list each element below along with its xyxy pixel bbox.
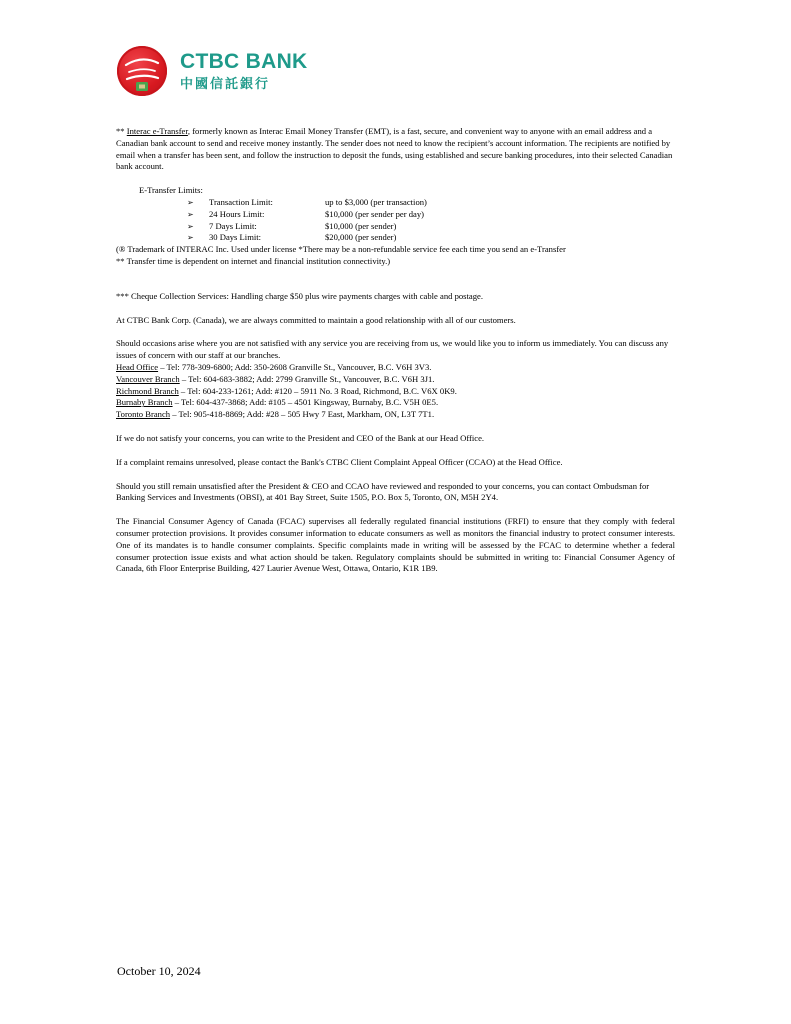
bank-name-en: CTBC BANK bbox=[180, 50, 308, 73]
branch-item bbox=[116, 362, 675, 374]
emt-body: , formerly known as Interac Email Money Transfer (EMT), is a fast, secure, and convenient way to anyone with an email address and a Canadian bank account to send and receive money instantly. The sender does not need to know the recipient’s account information. The recipients are notified by email when a transfer has been sent, and follow the instruction to deposit the funds, using established and secure banking procedures, into their selected Canadian bank account. bbox=[116, 126, 673, 172]
arrow-bullet-icon: ➢ bbox=[187, 221, 194, 231]
arrow-bullet-icon: ➢ bbox=[187, 209, 194, 219]
limit-value: $10,000 (per sender) bbox=[325, 220, 397, 231]
emt-paragraph bbox=[116, 126, 675, 173]
document-body bbox=[116, 126, 675, 575]
limit-label: 30 Days Limit: bbox=[209, 232, 262, 243]
bank-name-zh: 中國信託銀行 bbox=[180, 77, 271, 92]
branch-name: Vancouver Branch bbox=[116, 373, 180, 384]
limit-row bbox=[139, 209, 675, 221]
branch-detail: – Tel: 905-418-8869; Add: #28 – 505 Hwy 7 East, Markham, ON, L3T 7T1. bbox=[170, 409, 435, 420]
branch-item bbox=[116, 397, 675, 409]
interac-etransfer-link[interactable]: Interac e-Transfer bbox=[126, 126, 188, 136]
branch-detail: – Tel: 604-437-3868; Add: #105 – 4501 Kingsway, Burnaby, B.C. V5H 0E5. bbox=[172, 397, 439, 408]
we-are-family-seal bbox=[117, 46, 167, 96]
cheque-collection-paragraph: *** Cheque Collection Services: Handling charge $50 plus wire payments charges with cable and postage. bbox=[116, 290, 483, 301]
branch-name: Burnaby Branch bbox=[116, 397, 173, 408]
etransfer-limits bbox=[116, 185, 675, 244]
limits-title: E-Transfer Limits: bbox=[139, 185, 203, 196]
arrow-bullet-icon: ➢ bbox=[187, 197, 194, 207]
president-paragraph: If we do not satisfy your concerns, you can write to the President and CEO of the Bank at our Head Office. bbox=[116, 432, 485, 443]
fcac-paragraph: The Financial Consumer Agency of Canada (FCAC) supervises all federally regulated financial institutions (FRFI) to ensure that they comply with federal consumer protection provisions. It provides consumer information to educate consumers as well as monitors the financial industry to protect consumer interests. One of its mandates is to handle consumer complaints. Specific complaints made in writing will be assessed by the FCAC to determine whether a federal consumer protection issue exists and what action should be taken. Regulatory complaints should be submitted in writing to: Financial Consumer Agency of Canada, 6th Floor Enterprise Building, 427 Laurier Avenue West, Ottawa, Ontario, K1R 1B9. bbox=[116, 516, 675, 574]
branch-item bbox=[116, 409, 675, 421]
limit-row bbox=[139, 221, 675, 233]
footer-date: October 10, 2024 bbox=[117, 964, 201, 978]
limit-row bbox=[139, 197, 675, 209]
limit-label: 7 Days Limit: bbox=[209, 220, 257, 231]
branch-name: Richmond Branch bbox=[116, 385, 179, 396]
emt-prefix: ** bbox=[116, 126, 127, 136]
commitment-paragraph: At CTBC Bank Corp. (Canada), we are always committed to maintain a good relationship with all of our customers. bbox=[116, 314, 516, 325]
occasions-paragraph: Should occasions arise where you are not satisfied with any service you are receiving from us, we would like you to inform us immediately. You can discuss any issues of concern with our staff at our branches. bbox=[116, 338, 669, 361]
limit-row bbox=[139, 232, 675, 244]
branch-detail: – Tel: 604-233-1261; Add: #120 – 5911 No. 3 Road, Richmond, B.C. V6X 0K9. bbox=[178, 385, 457, 396]
branch-name: Head Office bbox=[116, 361, 159, 372]
branch-item bbox=[116, 374, 675, 386]
ccao-paragraph: If a complaint remains unresolved, please contact the Bank's CTBC Client Complaint Appeal Officer (CCAO) at the Head Office. bbox=[116, 456, 563, 467]
arrow-bullet-icon: ➢ bbox=[187, 233, 194, 243]
branch-item bbox=[116, 386, 675, 398]
branch-detail: – Tel: 778-309-6800; Add: 350-2608 Granville St., Vancouver, B.C. V6H 3V3. bbox=[158, 361, 432, 372]
obsi-paragraph: Should you still remain unsatisfied after the President & CEO and CCAO have reviewed and responded to your concerns, you can contact Ombudsman for Banking Services and Investments (OBSI), at 401 Bay Street, Suite 1505, P.O. Box 5, Toronto, ON, M5H 2Y4. bbox=[116, 480, 650, 503]
limit-label: 24 Hours Limit: bbox=[209, 208, 265, 219]
we-are-family-seal-graphic bbox=[117, 46, 167, 96]
branch-name: Toronto Branch bbox=[116, 409, 171, 420]
branch-detail: – Tel: 604-683-3882; Add: 2799 Granville St., Vancouver, B.C. V6H 3J1. bbox=[179, 373, 435, 384]
bank-logo bbox=[117, 46, 307, 98]
branch-list bbox=[116, 362, 675, 421]
limit-label: Transaction Limit: bbox=[209, 196, 273, 207]
trademark-note: (® Trademark of INTERAC Inc. Used under license *There may be a non-refundable service fee each time you send an e-Transfer bbox=[116, 244, 566, 255]
limit-value: $20,000 (per sender) bbox=[325, 232, 397, 243]
limit-value: up to $3,000 (per transaction) bbox=[325, 196, 427, 207]
limit-value: $10,000 (per sender per day) bbox=[325, 208, 425, 219]
transfer-time-note: ** Transfer time is dependent on internet and financial institution connectivity.) bbox=[116, 255, 391, 266]
